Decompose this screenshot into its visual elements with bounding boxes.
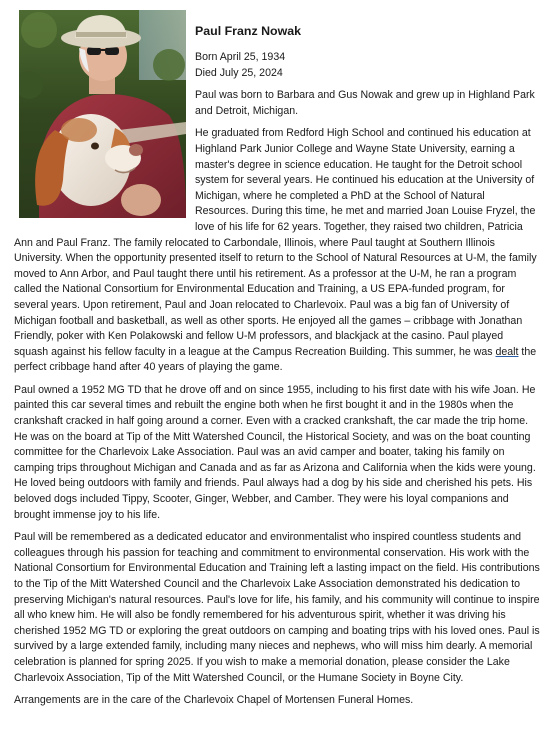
obituary-page <box>14 8 540 716</box>
underlined-word: dealt <box>495 345 519 358</box>
dog-nose <box>129 144 143 156</box>
career-text-end: the perfect cribbage hand after 40 years of playing the game. <box>14 345 537 374</box>
paragraph-arrangements: Arrangements are in the care of the Charlevoix Chapel of Mortensen Funeral Homes. <box>14 694 414 707</box>
paragraph-early-life: Paul was born to Barbara and Gus Nowak and grew up in Highland Park and Detroit, Michigan. <box>195 89 535 117</box>
paragraph-hobbies: Paul owned a 1952 MG TD that he drove off and on since 1955, including to his first date with his wife Joan. He painted this car several times and rebuilt the engine both when he first bought it and in the 1980s when the crankshaft cracked in half going around a corner. Even with a cracked crankshaft, the car made the trip home. He was on the board at Tip of the Mitt Watershed Council, the Historical Society, and was on the boat counting committee for the Charlevoix Lake Association. Paul was an avid camper and boater, taking his family on camping trips throughout Michigan and Canada and as far as Arizona and California when the kids were young. He loved being outdoors with family and friends. Paul always had a dog by his side and cherished his pets. His beloved dogs included Tippy, Scooter, Ginger, Webber, and Camber. They were his loyal companions and brought immense joy to his life. <box>14 383 536 521</box>
career-text: He graduated from Redford High School and continued his education at Highland Park Junior College and Wayne State University, earning a master's degree in science education. He taught for the Detroit school system for several years. He continued his education at the University of Michigan, where he completed a PhD at the School of Natural Resources. During this time, he met and married Joan Louise Fryzel, the love of his life for 62 years. Together, they raised two children, Patricia Ann and Paul Franz. The family relocated to Carbondale, Illinois, where Paul taught at Southern Illinois University. When the opportunity presented itself to return to the School of Natural Resources at U-M, the family moved to Ann Arbor, and Paul taught there until his retirement. As a professor at the U-M, he ran a program called the National Consortium for Environmental Education and Training, a US EPA-funded program, for several years. Upon retirement, Paul and Joan relocated to Charlevoix. Paul was a big fan of University of Michigan football and basketball, as well as other sports. He enjoyed all the games – cribbage with Jonathan Friendly, poker with Ken Polakowski and fellow U-M professors, and blackjack at the casino. Paul played squash against his fellow faculty in a league at the Campus Recreation Building. This summer, he was <box>14 127 537 358</box>
deceased-name: Paul Franz Nowak <box>195 24 302 38</box>
birth-date: Born April 25, 1934 <box>195 51 286 63</box>
death-date: Died July 25, 2024 <box>195 66 283 79</box>
paragraph-remembrance: Paul will be remembered as a dedicated educator and environmentalist who inspired countless students and colleagues through his passion for teaching and commitment to environmental conservation. His work with the National Consortium for Environmental Education and Training left a lasting impact on the field. His contributions to the Tip of the Mitt Watershed Council and the Charlevoix Lake Association demonstrated his dedication to preserving Michigan's natural resources. Paul's love for life, his family, and his community will continue to inspire all who knew him. He will also be fondly remembered for his adventurous spirit, whether it was driving his cherished 1952 MG TD or exploring the great outdoors on camping and boating trips with his loved ones. Paul is survived by a large extended family, including many nieces and nephews, who will miss him dearly. A memorial celebration is planned for spring 2025. If you wish to make a memorial donation, please consider the Lake Charlevoix Association, Tip of the Mitt Watershed Council, or the Humane Society in Boyne City. <box>14 531 540 684</box>
portrait-photo <box>19 10 186 218</box>
